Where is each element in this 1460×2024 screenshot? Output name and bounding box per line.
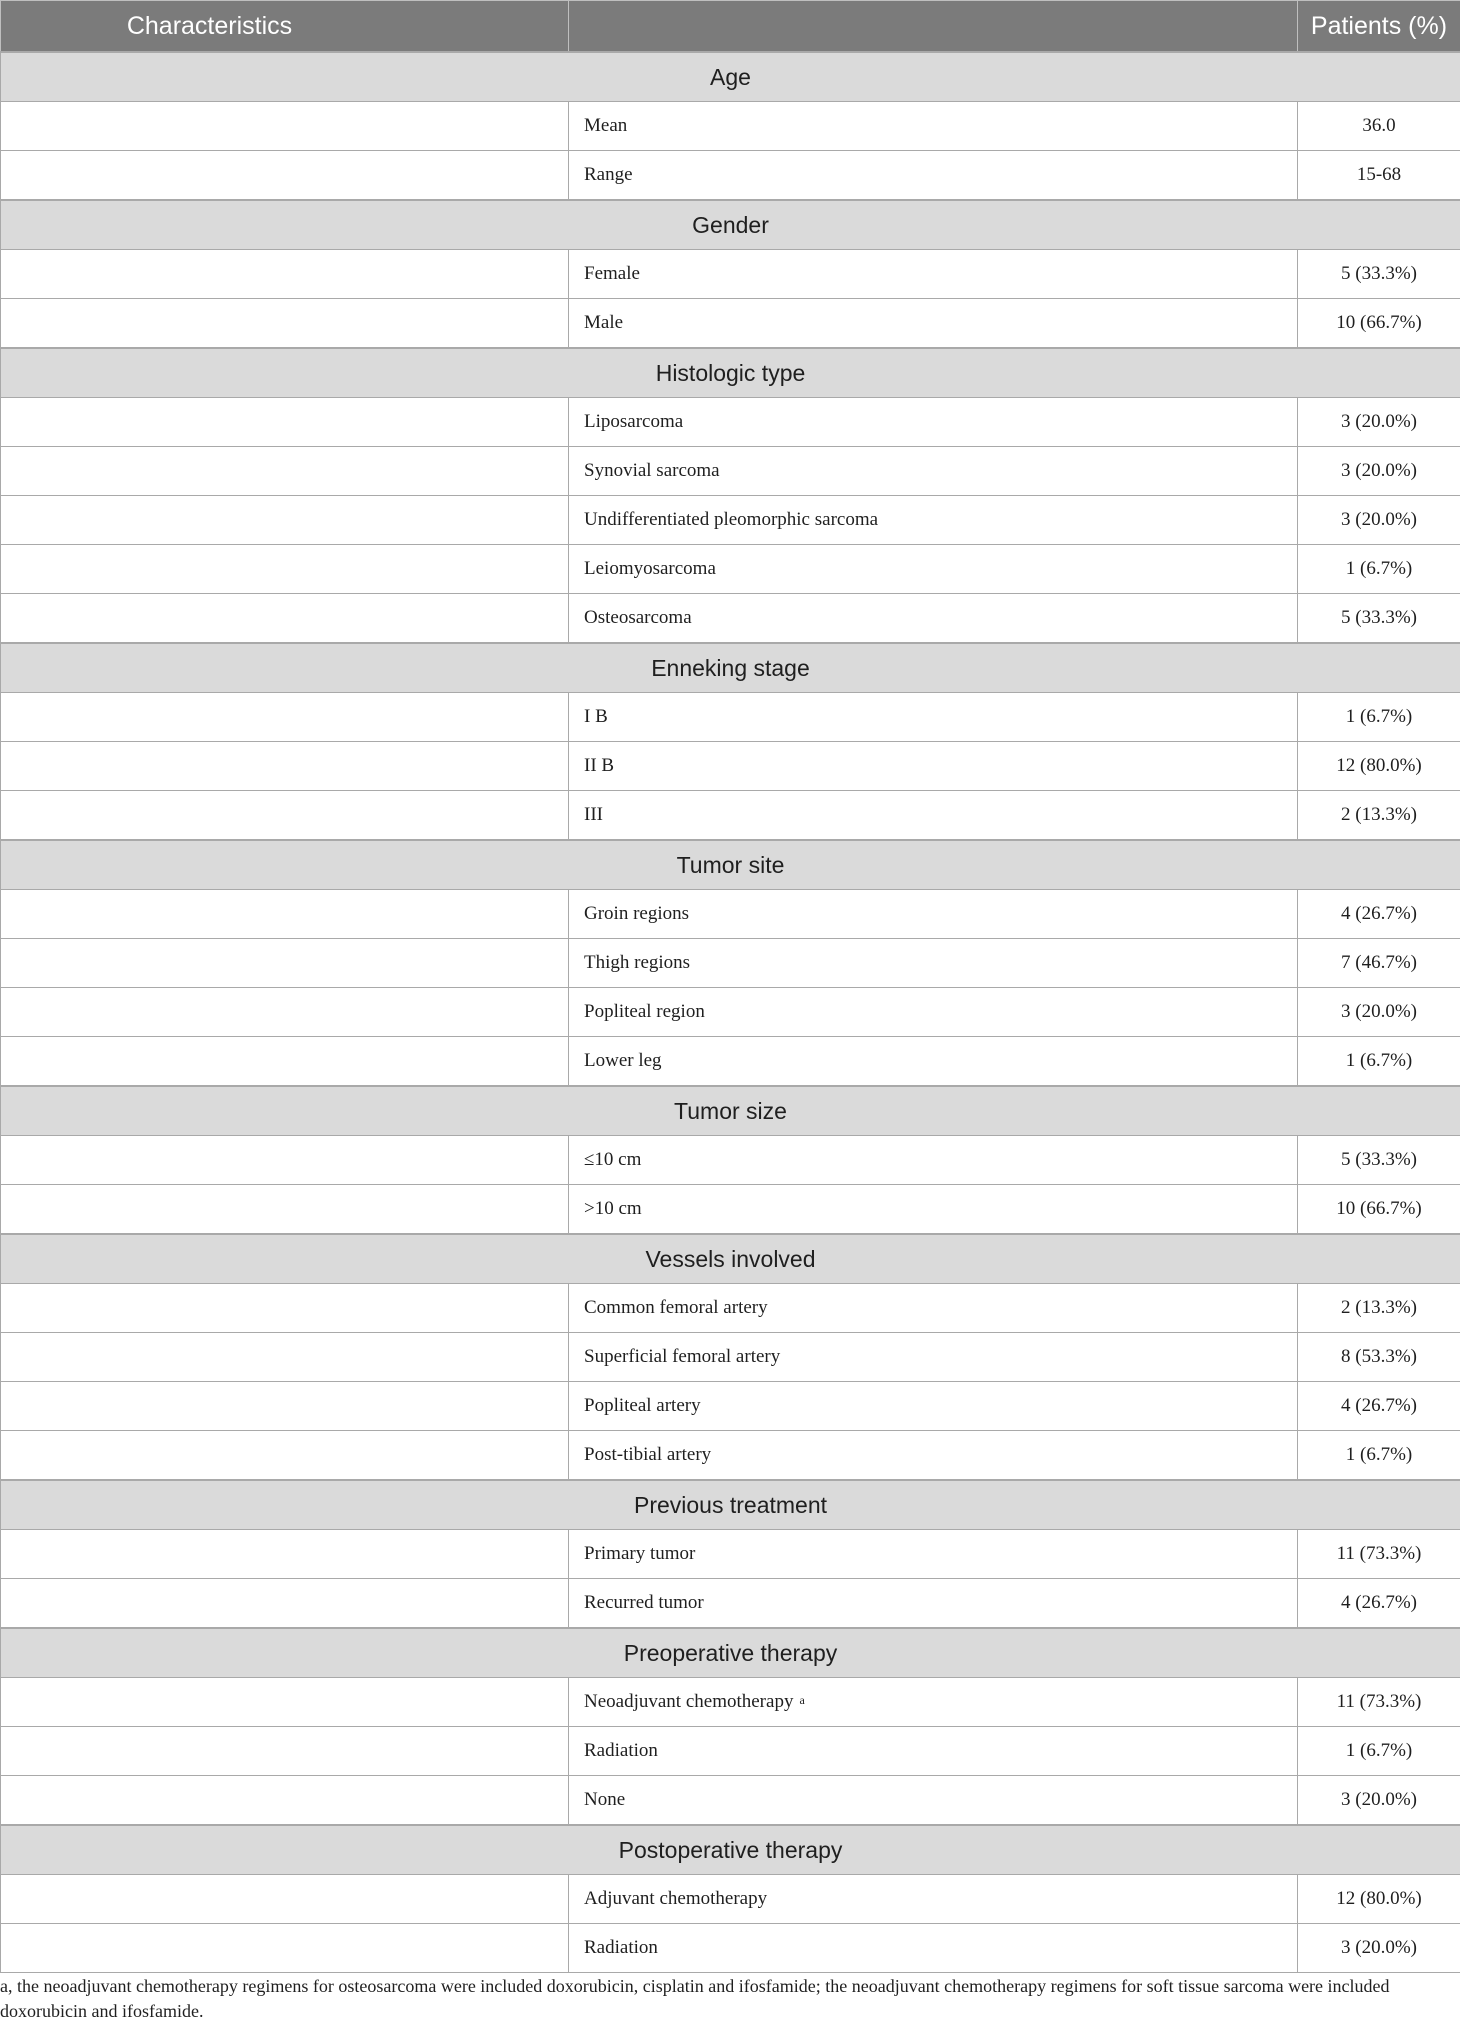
section-title: Vessels involved <box>1 1234 1460 1284</box>
row-blank-cell <box>1 1431 569 1481</box>
row-blank-cell <box>1 742 569 791</box>
section-header-row <box>1 1234 1460 1284</box>
row-label-cell <box>569 1382 1298 1431</box>
table-row <box>1 939 1460 988</box>
table-row <box>1 742 1460 791</box>
section-title: Age <box>1 52 1460 102</box>
row-value: 3 (20.0%) <box>1298 398 1460 447</box>
row-blank-cell <box>1 1727 569 1776</box>
table-row <box>1 1776 1460 1826</box>
row-blank-cell <box>1 447 569 496</box>
row-blank-cell <box>1 693 569 742</box>
row-label-cell <box>569 890 1298 939</box>
row-label-cell <box>569 1776 1298 1826</box>
row-blank-cell <box>1 791 569 841</box>
row-label-cell <box>569 447 1298 496</box>
row-label-cell <box>569 594 1298 644</box>
row-label-cell <box>569 1185 1298 1235</box>
row-value: 4 (26.7%) <box>1298 890 1460 939</box>
section-header-row <box>1 643 1460 693</box>
row-value: 3 (20.0%) <box>1298 1924 1460 1973</box>
table-row <box>1 1333 1460 1382</box>
header-blank <box>569 1 1298 53</box>
row-value: 11 (73.3%) <box>1298 1678 1460 1727</box>
row-value: 1 (6.7%) <box>1298 1727 1460 1776</box>
section-header-row <box>1 840 1460 890</box>
row-label: I B <box>584 706 608 727</box>
row-label-cell <box>569 545 1298 594</box>
section-header-row <box>1 52 1460 102</box>
row-label: Superficial femoral artery <box>584 1346 780 1367</box>
row-label-cell <box>569 988 1298 1037</box>
row-label-cell <box>569 1284 1298 1333</box>
row-value: 3 (20.0%) <box>1298 447 1460 496</box>
section-title: Tumor size <box>1 1086 1460 1136</box>
row-label: Adjuvant chemotherapy <box>584 1888 767 1909</box>
row-label: Radiation <box>584 1937 658 1958</box>
row-label-cell <box>569 791 1298 841</box>
row-value: 4 (26.7%) <box>1298 1382 1460 1431</box>
table-row <box>1 1530 1460 1579</box>
row-label-cell <box>569 398 1298 447</box>
section-title: Enneking stage <box>1 643 1460 693</box>
section-header-row <box>1 1086 1460 1136</box>
row-value: 5 (33.3%) <box>1298 250 1460 299</box>
row-blank-cell <box>1 939 569 988</box>
table-row <box>1 693 1460 742</box>
table-row <box>1 1284 1460 1333</box>
section-header-row <box>1 200 1460 250</box>
row-label: None <box>584 1789 625 1810</box>
table-row <box>1 398 1460 447</box>
row-label: Thigh regions <box>584 952 690 973</box>
section-header-row <box>1 1628 1460 1678</box>
row-blank-cell <box>1 594 569 644</box>
table-row <box>1 988 1460 1037</box>
section-title: Previous treatment <box>1 1480 1460 1530</box>
row-label: Female <box>584 263 640 284</box>
row-label: Range <box>584 164 633 185</box>
row-label-cell <box>569 250 1298 299</box>
row-label-cell <box>569 151 1298 201</box>
row-value: 10 (66.7%) <box>1298 1185 1460 1235</box>
row-label: Post-tibial artery <box>584 1444 711 1465</box>
row-blank-cell <box>1 1678 569 1727</box>
table-row <box>1 299 1460 349</box>
row-label: Liposarcoma <box>584 411 683 432</box>
row-label: Leiomyosarcoma <box>584 558 716 579</box>
table-row <box>1 1678 1460 1727</box>
section-header-row <box>1 1480 1460 1530</box>
row-blank-cell <box>1 102 569 151</box>
row-label: Primary tumor <box>584 1543 695 1564</box>
table-row <box>1 890 1460 939</box>
row-label: ≤10 cm <box>584 1149 641 1170</box>
row-label-cell <box>569 102 1298 151</box>
row-value: 15-68 <box>1298 151 1460 201</box>
row-value: 4 (26.7%) <box>1298 1579 1460 1629</box>
table-row <box>1 496 1460 545</box>
table-row <box>1 1185 1460 1235</box>
table-row <box>1 1875 1460 1924</box>
section-header-row <box>1 348 1460 398</box>
table-row <box>1 1431 1460 1481</box>
row-blank-cell <box>1 1382 569 1431</box>
row-label: Osteosarcoma <box>584 607 692 628</box>
row-value: 2 (13.3%) <box>1298 791 1460 841</box>
row-label-cell <box>569 1037 1298 1087</box>
row-blank-cell <box>1 1185 569 1235</box>
table-header-row <box>1 1 1460 53</box>
table-row <box>1 151 1460 201</box>
row-value: 1 (6.7%) <box>1298 1037 1460 1087</box>
row-label: Male <box>584 312 623 333</box>
row-label-cell <box>569 1136 1298 1185</box>
row-value: 10 (66.7%) <box>1298 299 1460 349</box>
table-row <box>1 791 1460 841</box>
table-row <box>1 1037 1460 1087</box>
header-characteristics: Characteristics <box>1 1 569 53</box>
row-value: 2 (13.3%) <box>1298 1284 1460 1333</box>
row-label-cell <box>569 1678 1298 1727</box>
row-blank-cell <box>1 1333 569 1382</box>
table-row <box>1 1727 1460 1776</box>
row-label-cell <box>569 1333 1298 1382</box>
row-label: Radiation <box>584 1740 658 1761</box>
row-label: II B <box>584 755 614 776</box>
table-row <box>1 545 1460 594</box>
row-label: >10 cm <box>584 1198 642 1219</box>
table-footnote: a, the neoadjuvant chemotherapy regimens for osteosarcoma were included doxorubicin, cisplatin and ifosfamide; the neoadjuvant chemotherapy regimens for soft tissue sarcoma were included doxorubicin and ifosfamide. <box>0 1974 1460 2024</box>
table-row <box>1 1136 1460 1185</box>
row-value: 3 (20.0%) <box>1298 1776 1460 1826</box>
row-label-cell <box>569 1727 1298 1776</box>
row-label: Popliteal region <box>584 1001 705 1022</box>
row-value: 3 (20.0%) <box>1298 988 1460 1037</box>
row-blank-cell <box>1 1530 569 1579</box>
table-row <box>1 1924 1460 1973</box>
row-value: 7 (46.7%) <box>1298 939 1460 988</box>
footnote-marker: a <box>799 1693 804 1707</box>
section-title: Tumor site <box>1 840 1460 890</box>
row-label-cell <box>569 299 1298 349</box>
row-label-cell <box>569 1530 1298 1579</box>
row-label-cell <box>569 496 1298 545</box>
row-value: 5 (33.3%) <box>1298 1136 1460 1185</box>
table-row <box>1 594 1460 644</box>
row-value: 11 (73.3%) <box>1298 1530 1460 1579</box>
row-label-cell <box>569 742 1298 791</box>
row-blank-cell <box>1 496 569 545</box>
row-value: 1 (6.7%) <box>1298 545 1460 594</box>
row-label-cell <box>569 1924 1298 1973</box>
row-blank-cell <box>1 1037 569 1087</box>
row-label-cell <box>569 939 1298 988</box>
row-label: Undifferentiated pleomorphic sarcoma <box>584 509 878 530</box>
row-value: 12 (80.0%) <box>1298 1875 1460 1924</box>
row-blank-cell <box>1 1579 569 1629</box>
row-blank-cell <box>1 1776 569 1826</box>
row-blank-cell <box>1 1284 569 1333</box>
table-body <box>1 52 1460 1973</box>
row-label-cell <box>569 1875 1298 1924</box>
row-blank-cell <box>1 299 569 349</box>
row-label: Neoadjuvant chemotherapy <box>584 1691 793 1712</box>
row-blank-cell <box>1 398 569 447</box>
row-value: 12 (80.0%) <box>1298 742 1460 791</box>
row-blank-cell <box>1 545 569 594</box>
table-row <box>1 250 1460 299</box>
row-label-cell <box>569 1579 1298 1629</box>
row-label: Popliteal artery <box>584 1395 701 1416</box>
row-blank-cell <box>1 988 569 1037</box>
section-header-row <box>1 1825 1460 1875</box>
section-title: Preoperative therapy <box>1 1628 1460 1678</box>
row-label: III <box>584 804 603 825</box>
row-blank-cell <box>1 890 569 939</box>
section-title: Gender <box>1 200 1460 250</box>
row-value: 36.0 <box>1298 102 1460 151</box>
row-blank-cell <box>1 1136 569 1185</box>
row-value: 3 (20.0%) <box>1298 496 1460 545</box>
section-title: Postoperative therapy <box>1 1825 1460 1875</box>
row-value: 1 (6.7%) <box>1298 1431 1460 1481</box>
row-label-cell <box>569 693 1298 742</box>
row-label: Common femoral artery <box>584 1297 768 1318</box>
row-value: 8 (53.3%) <box>1298 1333 1460 1382</box>
table-row <box>1 447 1460 496</box>
row-value: 1 (6.7%) <box>1298 693 1460 742</box>
section-title: Histologic type <box>1 348 1460 398</box>
row-label: Mean <box>584 115 627 136</box>
row-label: Groin regions <box>584 903 689 924</box>
row-label-cell <box>569 1431 1298 1481</box>
table-row <box>1 1382 1460 1431</box>
table-row <box>1 102 1460 151</box>
row-label: Recurred tumor <box>584 1592 704 1613</box>
row-blank-cell <box>1 1875 569 1924</box>
row-blank-cell <box>1 1924 569 1973</box>
row-blank-cell <box>1 151 569 201</box>
header-patients-percent: Patients (%) <box>1298 1 1460 53</box>
row-label: Synovial sarcoma <box>584 460 720 481</box>
row-value: 5 (33.3%) <box>1298 594 1460 644</box>
row-label: Lower leg <box>584 1050 662 1071</box>
row-blank-cell <box>1 250 569 299</box>
table-row <box>1 1579 1460 1629</box>
